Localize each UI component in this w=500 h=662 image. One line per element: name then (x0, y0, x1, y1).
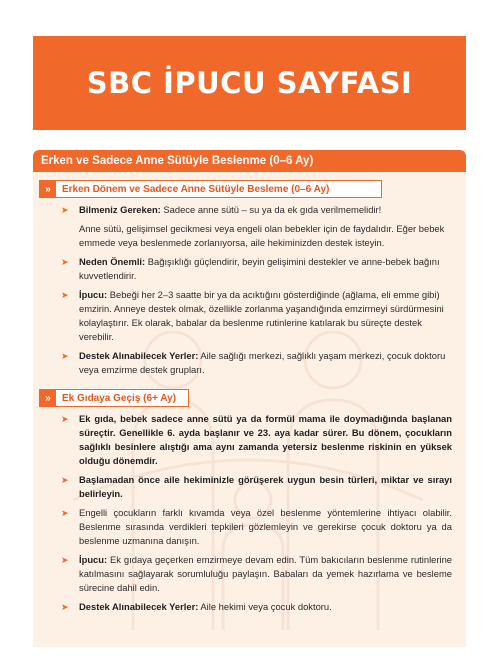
section1-list (61, 203, 452, 377)
double-chevron-right-icon: » (40, 181, 56, 197)
chevron-right-icon: ➤ (61, 414, 69, 424)
section-heading-complementary-feeding: » Ek Gıdaya Geçiş (6+ Ay) (39, 389, 189, 407)
content-card (33, 150, 466, 647)
chevron-right-icon: ➤ (61, 475, 69, 485)
list-item: ➤ Neden Önemli: Bağışıklığı güçlendirir, beyin gelişimini destekler ve anne-bebek bağını kuvvetlendirir. (61, 256, 440, 281)
card-header: Erken ve Sadece Anne Sütüyle Beslenme (0–6 Ay) (33, 150, 466, 172)
list-item: ➤ Destek Alınabilecek Yerler: Aile hekimi veya çocuk doktoru. (61, 601, 332, 612)
chevron-right-icon: ➤ (61, 351, 69, 361)
list-item: ➤ Ek gıda, bebek sadece anne sütü ya da formül mama ile doymadığında başlanan süreçtir. Genellikle 6. ayda başlanır ve 23. aya kadar sürer. Bu dönem, çocukların sağlıklı besinlere alıştığı ama aynı zamanda yetersiz beslenme riskinin en yüksek olduğu dönemdir. (61, 413, 452, 466)
list-item: ➤ Bilmeniz Gereken: Sadece anne sütü – su ya da ek gıda verilmemelidir! (61, 204, 382, 215)
section-heading-early-breastfeeding: » Erken Dönem ve Sadece Anne Sütüyle Besleme (0–6 Ay) (39, 180, 382, 198)
chevron-right-icon: ➤ (61, 508, 69, 518)
info-paragraph: Anne sütü, gelişimsel gecikmesi veya engeli olan bebekler için de faydalıdır. Eğer bebek emmede veya beslenmede zorlanıyorsa, aile hekiminizden destek isteyin. (79, 223, 445, 248)
chevron-right-icon: ➤ (61, 555, 69, 565)
chevron-right-icon: ➤ (61, 257, 69, 267)
list-item: ➤ İpucu: Ek gıdaya geçerken emzirmeye devam edin. Tüm bakıcıların beslenme rutinlerine katılmasını sağlayarak sorumluluğu paylaşın. Babaları da yemek hazırlama ve besleme sürecine dahil edin. (61, 554, 452, 593)
section2-list (61, 412, 452, 614)
list-item: ➤ Başlamadan önce aile hekiminizle görüşerek uygun besin türleri, miktar ve sırayı belirleyin. (61, 474, 452, 499)
list-item: ➤ İpucu: Bebeği her 2–3 saatte bir ya da acıktığını gösterdiğinde (ağlama, eli emme gibi) emzirin. Anneye destek olmak, özellikle zorlanma yaşandığında emzirmeyi sürdürmesini kolaylaştırır. Ek olarak, babalar da beslenme rutinlerine katılarak bu süreçte destek verebilir. (61, 289, 444, 342)
list-item: ➤ Engelli çocukların farklı kıvamda veya özel beslenme yöntemlerine ihtiyacı olabilir. Beslenme sırasında verdikleri tepkileri gözlemleyin ve gerekirse çocuk doktoru ya da beslenme uzmanına danışın. (61, 507, 452, 546)
title-banner (33, 36, 466, 130)
chevron-right-icon: ➤ (61, 205, 69, 215)
list-item: ➤ Destek Alınabilecek Yerler: Aile sağlığı merkezi, sağlıklı yaşam merkezi, çocuk doktoru veya emzirme destek grupları. (61, 350, 446, 375)
chevron-right-icon: ➤ (61, 290, 69, 300)
double-chevron-right-icon: » (40, 390, 56, 406)
chevron-right-icon: ➤ (61, 602, 69, 612)
page-title: SBC İPUCU SAYFASI (86, 66, 413, 100)
